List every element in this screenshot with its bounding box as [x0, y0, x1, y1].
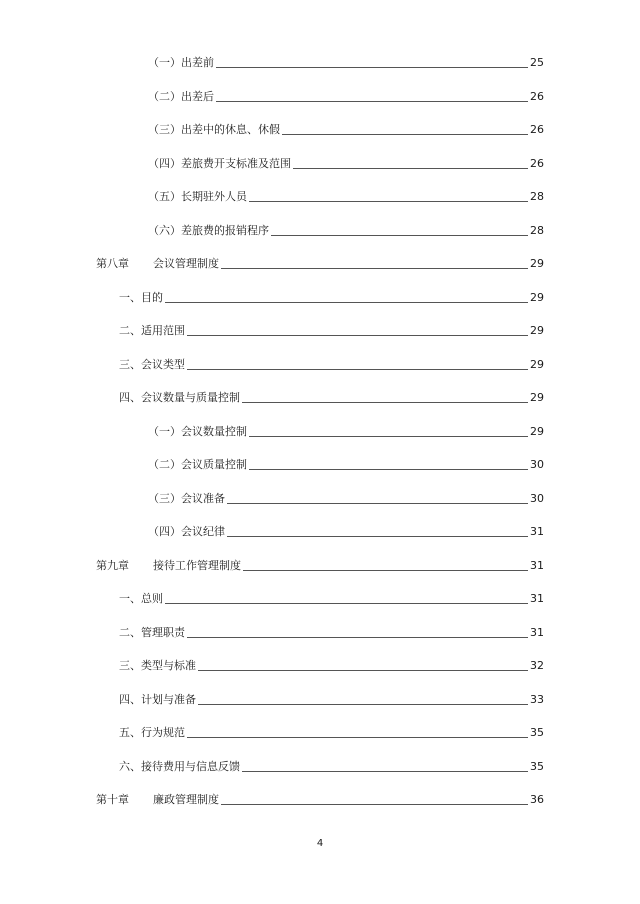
toc-page-number: 25: [530, 56, 544, 69]
toc-section-entry[interactable]: [119, 320, 544, 338]
toc-leader-line: [216, 67, 528, 68]
toc-leader-line: [165, 302, 528, 303]
toc-leader-line: [221, 804, 528, 805]
toc-subsection-entry[interactable]: [148, 86, 544, 104]
toc-page-number: 31: [530, 592, 544, 605]
toc-chapter-label: [96, 793, 219, 807]
toc-page-number: 29: [530, 257, 544, 270]
toc-entry-label: （一）出差前: [148, 56, 214, 69]
toc-page-number: 35: [530, 726, 544, 739]
toc-entry-label: 三、类型与标准: [119, 659, 196, 672]
toc-subsection-entry[interactable]: [148, 52, 544, 70]
toc-entry-label: 六、接待费用与信息反馈: [119, 759, 240, 773]
toc-leader-line: [249, 201, 528, 202]
toc-entry-label: （四）差旅费开支标准及范围: [148, 156, 291, 170]
toc-entry-label: （五）长期驻外人员: [148, 190, 247, 203]
toc-entry-label: （三）出差中的休息、休假: [148, 123, 280, 136]
toc-entry-label: 一、总则: [119, 592, 163, 605]
toc-page-number: 29: [530, 424, 544, 438]
toc-leader-line: [227, 503, 528, 504]
toc-section-entry[interactable]: [119, 354, 544, 372]
toc-page-number: 26: [530, 123, 544, 136]
toc-subsection-entry[interactable]: [148, 421, 544, 439]
toc-section-entry[interactable]: [119, 588, 544, 606]
toc-chapter-title: 接待工作管理制度: [153, 558, 241, 572]
toc-chapter-number: 第九章: [96, 558, 129, 572]
toc-leader-line: [198, 704, 528, 705]
toc-chapter-number: 第十章: [96, 793, 129, 806]
toc-entry-label: 一、目的: [119, 290, 163, 304]
toc-page-number: 32: [530, 659, 544, 672]
toc-chapter-entry[interactable]: [96, 253, 544, 271]
toc-page-number: 35: [530, 759, 544, 773]
toc-subsection-entry[interactable]: [148, 119, 544, 137]
toc-entry-label: 二、管理职责: [119, 625, 185, 639]
toc-leader-line: [243, 570, 528, 571]
toc-entry-label: 二、适用范围: [119, 324, 185, 337]
toc-subsection-entry[interactable]: [148, 521, 544, 539]
toc-leader-line: [216, 101, 528, 102]
toc-entry-label: （六）差旅费的报销程序: [148, 223, 269, 237]
toc-page-number: 29: [530, 324, 544, 337]
toc-section-entry[interactable]: [119, 655, 544, 673]
toc-leader-line: [271, 235, 528, 236]
toc-section-entry[interactable]: [119, 722, 544, 740]
toc-page-number: 29: [530, 357, 544, 371]
toc-leader-line: [242, 402, 528, 403]
toc-chapter-title: 会议管理制度: [153, 257, 219, 270]
toc-entry-label: （一）会议数量控制: [148, 424, 247, 438]
toc-leader-line: [187, 737, 528, 738]
toc-leader-line: [249, 436, 528, 437]
toc-entry-label: （二）出差后: [148, 89, 214, 103]
toc-page-number: 31: [530, 625, 544, 639]
toc-section-entry[interactable]: [119, 287, 544, 305]
toc-leader-line: [187, 369, 528, 370]
toc-leader-line: [242, 771, 528, 772]
toc-page-number: 33: [530, 692, 544, 706]
toc-chapter-title: 廉政管理制度: [153, 793, 219, 806]
toc-chapter-entry[interactable]: [96, 789, 544, 807]
toc-page-number: 30: [530, 491, 544, 505]
toc-leader-line: [221, 268, 528, 269]
toc-page-number: 26: [530, 156, 544, 170]
toc-page-number: 30: [530, 458, 544, 471]
toc-leader-line: [198, 670, 528, 671]
toc-entry-label: （三）会议准备: [148, 491, 225, 505]
toc-subsection-entry[interactable]: [148, 153, 544, 171]
toc-entry-label: 四、会议数量与质量控制: [119, 391, 240, 404]
toc-leader-line: [187, 637, 528, 638]
toc-leader-line: [249, 469, 528, 470]
toc-page-number: 29: [530, 391, 544, 404]
toc-subsection-entry[interactable]: [148, 488, 544, 506]
toc-entry-label: （二）会议质量控制: [148, 458, 247, 471]
toc-section-entry[interactable]: [119, 387, 544, 405]
toc-entry-label: 三、会议类型: [119, 357, 185, 371]
toc-leader-line: [165, 603, 528, 604]
toc-section-entry[interactable]: [119, 756, 544, 774]
toc-chapter-number: 第八章: [96, 257, 129, 270]
toc-leader-line: [227, 536, 528, 537]
toc-page-number: 26: [530, 89, 544, 103]
toc-chapter-label: [96, 257, 219, 271]
toc-subsection-entry[interactable]: [148, 186, 544, 204]
toc-subsection-entry[interactable]: [148, 454, 544, 472]
toc-chapter-label: [96, 559, 241, 573]
toc-page-number: 31: [530, 558, 544, 572]
toc-leader-line: [293, 168, 528, 169]
toc-chapter-entry[interactable]: [96, 555, 544, 573]
toc-page-number: 31: [530, 525, 544, 538]
toc-section-entry[interactable]: [119, 689, 544, 707]
toc-page-number: 28: [530, 223, 544, 237]
toc-page-number: 36: [530, 793, 544, 806]
toc-leader-line: [282, 134, 528, 135]
toc-section-entry[interactable]: [119, 622, 544, 640]
toc-entry-label: 五、行为规范: [119, 726, 185, 739]
toc-entry-label: 四、计划与准备: [119, 692, 196, 706]
page-number: 4: [316, 838, 324, 849]
toc-page-number: 28: [530, 190, 544, 203]
toc-page-number: 29: [530, 290, 544, 304]
toc-entry-label: （四）会议纪律: [148, 525, 225, 538]
toc-subsection-entry[interactable]: [148, 220, 544, 238]
toc-leader-line: [187, 335, 528, 336]
